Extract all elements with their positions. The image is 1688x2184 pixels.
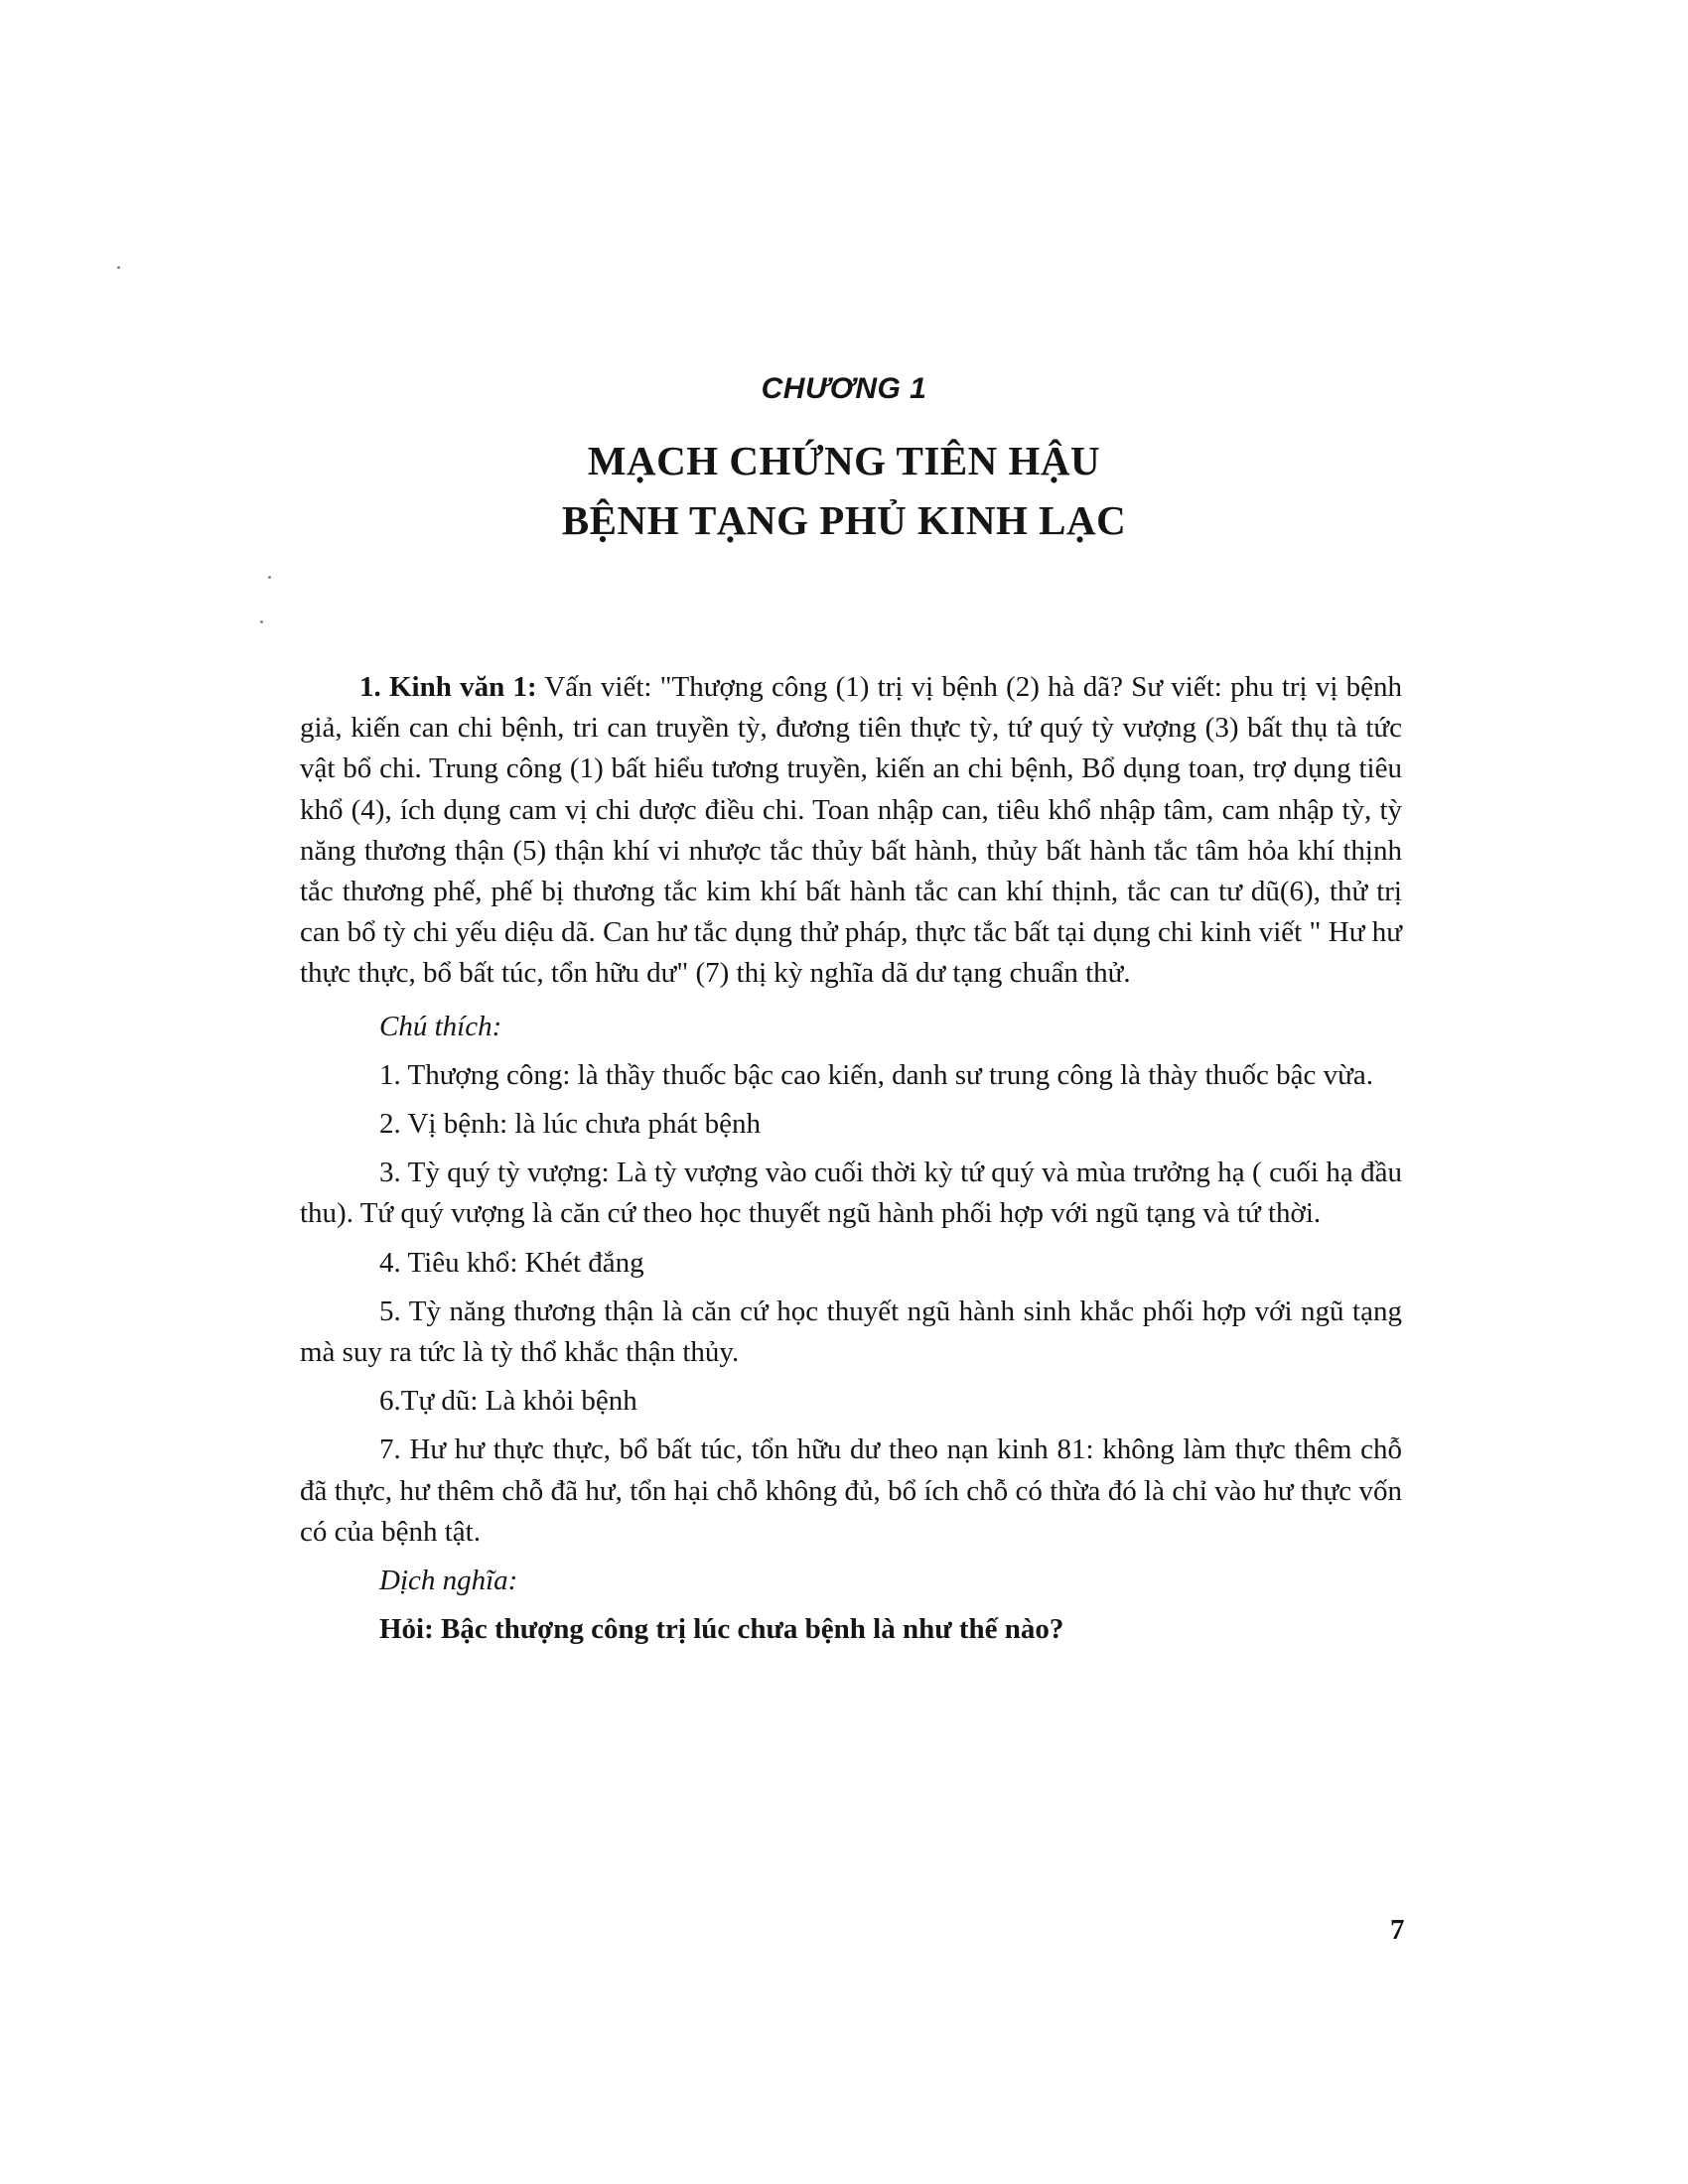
notes-heading: Chú thích: — [379, 1010, 502, 1042]
note-item: 3. Tỳ quý tỳ vượng: Là tỳ vượng vào cuối thời kỳ tứ quý và mùa trưởng hạ ( cuối hạ đầu thu). Tứ quý vượng là căn cứ theo học thuyết ngũ hành phối hợp với ngũ tạng và tứ thời. — [300, 1157, 1402, 1230]
section-paragraph — [300, 667, 1402, 995]
note-item: 7. Hư hư thực thực, bổ bất túc, tổn hữu dư theo nạn kinh 81: không làm thực thêm chỗ đã thực, hư thêm chỗ đã hư, tổn hại chỗ không đủ, bổ ích chỗ có thừa đó là chỉ vào hư thực vốn có của bệnh tật. — [300, 1433, 1402, 1548]
section-text: Vấn viết: "Thượng công (1) trị vị bệnh (2) hà dã? Sư viết: phu trị vị bệnh giả, kiến can chi bệnh, tri can truyền tỳ, đương tiên thực tỳ, tứ quý tỳ vượng (3) bất thụ tà tức vật bổ chi. Trung công (1) bất hiểu tương truyền, kiến an chi bệnh, Bổ dụng toan, trợ dụng tiêu khổ (4), ích dụng cam vị chi dược điều chi. Toan nhập can, tiêu khổ nhập tâm, cam nhập tỳ, tỳ năng thương thận (5) thận khí vi nhược tắc thủy bất hành, thủy bất hành tắc tâm hỏa khí thịnh tắc thương phế, phế bị thương tắc kim khí bất hành tắc can khí thịnh, tắc can tư dũ(6), thử trị can bổ tỳ chi yếu diệu dã. Can hư tắc dụng thử pháp, thực tắc bất tại dụng chi kinh viết " Hư hư thực thực, bổ bất túc, tổn hữu dư" (7) thị kỳ nghĩa dã dư tạng chuẩn thử. — [300, 671, 1402, 990]
body-text — [300, 667, 1402, 1650]
scan-speck — [117, 266, 120, 269]
scan-speck — [268, 576, 271, 579]
chapter-title-line-1: MẠCH CHỨNG TIÊN HẬU — [587, 438, 1101, 483]
scan-speck — [260, 620, 263, 623]
section-label: 1. Kinh văn 1: — [359, 671, 537, 703]
note-item: 2. Vị bệnh: là lúc chưa phát bệnh — [379, 1108, 762, 1141]
question-line: Hỏi: Bậc thượng công trị lúc chưa bệnh là như thế nào? — [379, 1613, 1064, 1646]
page-number: 7 — [1390, 1914, 1405, 1946]
note-item: 5. Tỳ năng thương thận là căn cứ học thuyết ngũ hành sinh khắc phối hợp với ngũ tạng mà suy ra tức là tỳ thổ khắc thận thủy. — [300, 1295, 1402, 1369]
note-item: 4. Tiêu khổ: Khét đắng — [379, 1246, 644, 1279]
chapter-title-line-2: BỆNH TẠNG PHỦ KINH LẠC — [561, 497, 1127, 543]
translation-heading: Dịch nghĩa: — [379, 1565, 518, 1597]
chapter-label: CHƯƠNG 1 — [761, 372, 927, 405]
note-item: 6.Tự dũ: Là khỏi bệnh — [379, 1385, 637, 1418]
note-item: 1. Thượng công: là thầy thuốc bậc cao kiến, danh sư trung công là thày thuốc bậc vừa. — [379, 1058, 1373, 1091]
